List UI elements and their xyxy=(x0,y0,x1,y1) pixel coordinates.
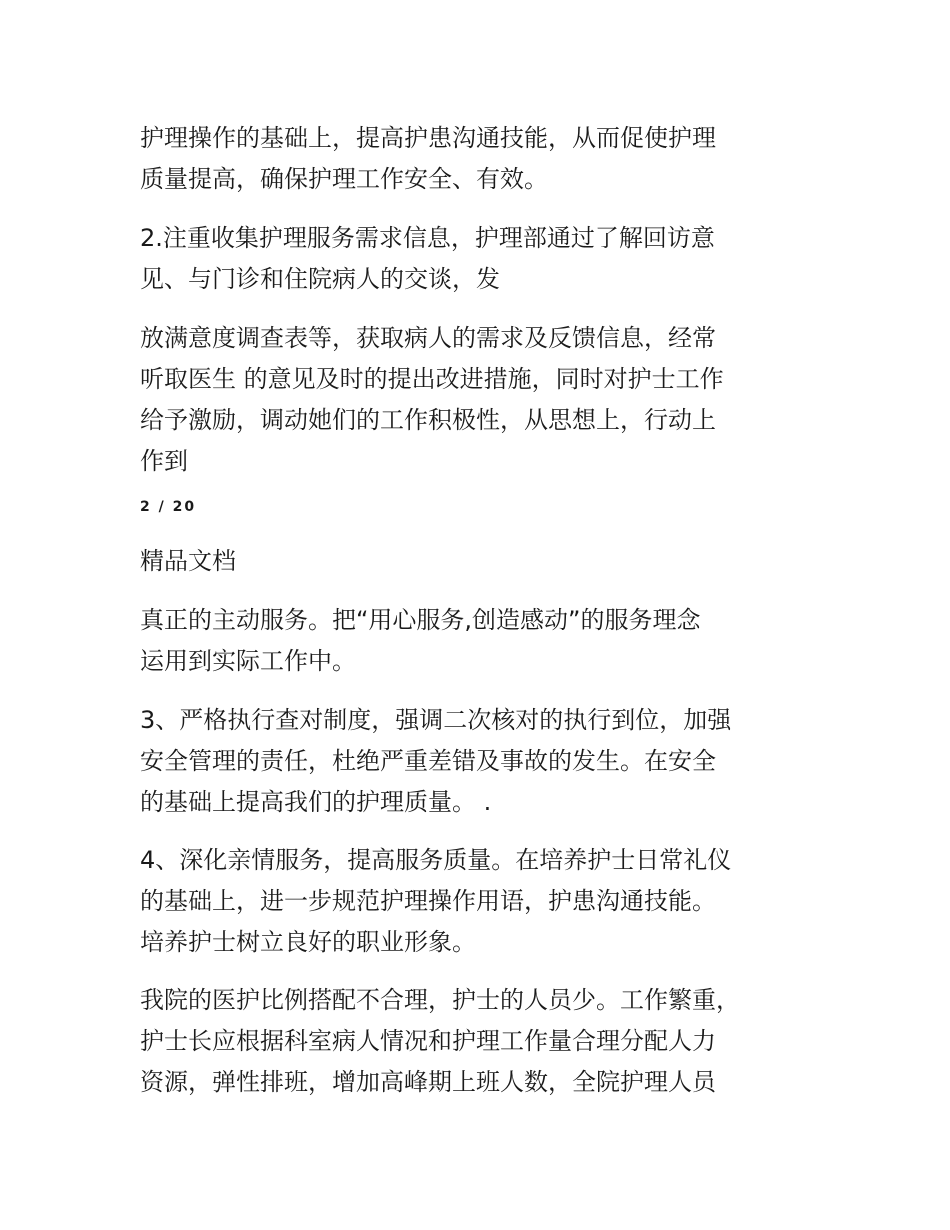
text-line: 听取医生 的意见及时的提出改进措施，同时对护士工作 xyxy=(140,365,724,393)
text-line: 见、与门诊和住院病人的交谈，发 xyxy=(140,265,500,293)
text-line: 护士长应根据科室病人情况和护理工作量合理分配人力 xyxy=(140,1027,716,1055)
page-number: 2 / 20 xyxy=(140,499,197,515)
text-line: 真正的主动服务。把“用心服务,创造感动”的服务理念 xyxy=(140,606,701,634)
header-label xyxy=(140,541,830,582)
header-label-text: 精品文档 xyxy=(140,547,236,575)
paragraph-feedback xyxy=(140,318,830,482)
text-line: 3、严格执行查对制度，强调二次核对的执行到位，加强 xyxy=(140,706,732,734)
text-line: 2.注重收集护理服务需求信息，护理部通过了解回访意 xyxy=(140,224,715,252)
text-line: 培养护士树立良好的职业形象。 xyxy=(140,928,476,956)
text-line: 放满意度调查表等，获取病人的需求及反馈信息，经常 xyxy=(140,324,716,352)
text-line: 我院的医护比例搭配不合理，护士的人员少。工作繁重， xyxy=(140,986,740,1014)
text-line: 的基础上提高我们的护理质量。 . xyxy=(140,788,492,816)
paragraph-staffing xyxy=(140,980,830,1103)
text-line: 护理操作的基础上，提高护患沟通技能，从而促使护理 xyxy=(140,124,716,152)
text-line: 4、深化亲情服务，提高服务质量。在培养护士日常礼仪 xyxy=(140,846,732,874)
text-line: 的基础上，进一步规范护理操作用语，护患沟通技能。 xyxy=(140,887,716,915)
paragraph-item-3 xyxy=(140,700,830,823)
text-line: 运用到实际工作中。 xyxy=(140,647,356,675)
text-line: 质量提高，确保护理工作安全、有效。 xyxy=(140,165,548,193)
paragraph-item-4 xyxy=(140,840,830,963)
text-line: 作到 xyxy=(140,447,188,475)
paragraph-item-2 xyxy=(140,218,830,300)
text-line: 资源，弹性排班，增加高峰期上班人数，全院护理人员 xyxy=(140,1068,716,1096)
paragraph-active-service xyxy=(140,600,830,682)
text-line: 给予激励，调动她们的工作积极性，从思想上，行动上 xyxy=(140,406,716,434)
text-line: 安全管理的责任，杜绝严重差错及事故的发生。在安全 xyxy=(140,747,716,775)
paragraph-nursing-skills xyxy=(140,118,830,200)
